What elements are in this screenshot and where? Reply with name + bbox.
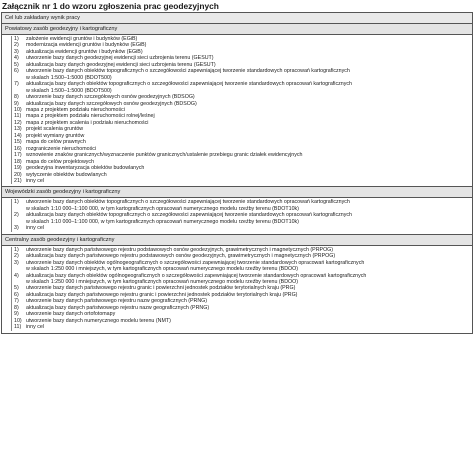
item-number: 5) [14, 285, 19, 292]
item-number: 1) [14, 246, 19, 253]
item-text: aktualizacja bazy danych państwowego rejestru podstawowych osnów geodezyjnych, grawimetrycznych i magnetycznych (PRPOG) [26, 253, 336, 260]
item-number: 11) [14, 113, 22, 120]
item-text: utworzenie bazy danych państwowego rejestru granic i powierzchni jednostek podziałów terytorialnych kraju (PRG) [26, 285, 296, 292]
item-number: 19) [14, 165, 22, 172]
item-text-continuation: w skalach 1:250 000 i mniejszych, w tym kartograficznych opracowań numerycznego modelu rzeźby terenu (BDOO) [26, 278, 299, 285]
item-text: utworzenie bazy danych państwowego rejestru podstawowych osnów geodezyjnych, grawimetrycznych i magnetycznych (PRPOG) [26, 246, 334, 253]
item-text-continuation: w skalach 1:500–1:5000 (BDOT500) [26, 87, 112, 94]
item-number: 7) [14, 298, 19, 305]
item-text-continuation: w skalach 1:10 000–1:100 000, w tym kartograficznych opracowań numerycznego modelu rzeźby terenu (BDOT10k) [26, 205, 299, 212]
item-text: mapa z projektem podziału nieruchomości rolnej/leśnej [26, 113, 155, 120]
item-number: 2) [14, 253, 19, 260]
item-number: 18) [14, 158, 22, 165]
item-number: 3) [14, 225, 19, 232]
item-number: 12) [14, 119, 22, 126]
item-number: 2) [14, 212, 19, 219]
item-text: mapa z projektem scalenia i podziału nieruchomości [26, 119, 149, 126]
item-text: utworzenie bazy danych numerycznego modelu terenu (NMT) [26, 317, 171, 324]
item-text: geodezyjna inwentaryzacja obiektów budowlanych [26, 165, 145, 172]
item-number: 2) [14, 42, 19, 49]
item-number: 9) [14, 100, 19, 107]
list-item [12, 178, 470, 184]
item-text: projekt wymiany gruntów [26, 132, 85, 139]
item-text: aktualizacja bazy danych geodezyjnej ewidencji sieci uzbrojenia terenu (GESUT) [26, 61, 216, 68]
powiatowy-section [2, 24, 472, 184]
item-text: inny cel [26, 324, 44, 331]
item-text: założenie ewidencji gruntów i budynków (EGiB) [26, 36, 138, 42]
item-number: 3) [14, 259, 19, 266]
item-number: 11) [14, 324, 22, 331]
item-text: utworzenie bazy danych państwowego rejestru nazw geograficznych (PRNG) [26, 298, 208, 305]
item-number: 20) [14, 171, 22, 178]
item-text: utworzenie bazy danych obiektów ogólnogeograficznych o szczegółowości zapewniającej tworzenie standardowych opracowań kartograficznych [26, 259, 365, 266]
item-text: utworzenie bazy danych szczegółowych osnów geodezyjnych (BDSOG) [26, 94, 195, 101]
section-header: Powiatowy zasób geodezyjny i kartograficzny [2, 24, 472, 35]
items-list [11, 36, 470, 184]
item-number: 10) [14, 317, 22, 324]
item-number: 5) [14, 61, 19, 68]
item-number: 7) [14, 81, 19, 88]
item-number: 6) [14, 291, 19, 298]
item-number: 4) [14, 55, 19, 62]
item-text: aktualizacja ewidencji gruntów i budynków (EGiB) [26, 48, 143, 55]
item-number: 1) [14, 36, 19, 42]
item-number: 15) [14, 139, 22, 146]
section-header: Centralny zasób geodezyjny i kartograficzny [2, 235, 472, 246]
item-text: utworzenie bazy danych obiektów topograficznych o szczegółowości zapewniającej tworzenie standardowych opracowań kartograficznych [26, 199, 350, 206]
item-text: modernizacja ewidencji gruntów i budynków (EGiB) [26, 42, 147, 49]
item-text-continuation: w skalach 1:500–1:5000 (BDOT500) [26, 74, 112, 81]
item-text: wytyczenie obiektów budowlanych [26, 171, 107, 178]
item-number: 8) [14, 304, 19, 311]
list-item [12, 324, 470, 330]
list-item [12, 225, 470, 231]
items-list [11, 199, 470, 231]
item-text-continuation: w skalach 1:250 000 i mniejszych, w tym kartograficznych opracowań numerycznego modelu rzeźby terenu (BDOO) [26, 266, 299, 273]
item-text: aktualizacja bazy danych państwowego rejestru nazw geograficznych (PRNG) [26, 304, 210, 311]
item-number: 3) [14, 48, 19, 55]
item-number: 17) [14, 152, 22, 159]
item-text: aktualizacja bazy danych państwowego rejestru granic i powierzchni jednostek podziałów terytorialnych kraju (PRG) [26, 291, 298, 298]
item-text: wznowienie znaków granicznych/wyznaczenie punktów granicznych/ustalenie przebiegu granic działek ewidencyjnych [26, 152, 303, 159]
item-number: 6) [14, 68, 19, 75]
sections-container [2, 24, 472, 331]
item-text: inny cel [26, 177, 44, 184]
item-number: 16) [14, 145, 22, 152]
item-text: aktualizacja bazy danych obiektów topograficznych o szczegółowości zapewniającej tworzenie standardowych opracowań kartograficznych [26, 212, 352, 219]
item-text: projekt scalenia gruntów [26, 126, 84, 133]
item-text: aktualizacja bazy danych obiektów ogólnogeograficznych o szczegółowości zapewniającej tworzenie standardowych opracowań kartograficznych [26, 272, 367, 279]
item-number: 14) [14, 132, 22, 139]
purpose-header: Cel lub zakładany wynik pracy [2, 13, 472, 24]
item-number: 13) [14, 126, 22, 133]
item-number: 1) [14, 199, 19, 206]
centralny-section [2, 234, 472, 331]
item-text: aktualizacja bazy danych obiektów topograficznych o szczegółowości zapewniającej tworzenie standardowych opracowań kartograficznych [26, 81, 352, 88]
item-text: utworzenie bazy danych geodezyjnej ewidencji sieci uzbrojenia terenu (GESUT) [26, 55, 214, 62]
items-list [11, 247, 470, 331]
item-number: 21) [14, 177, 22, 184]
wojewodzki-section [2, 186, 472, 231]
item-number: 10) [14, 106, 22, 113]
item-text: aktualizacja bazy danych szczegółowych osnów geodezyjnych (BDSOG) [26, 100, 197, 107]
item-text: inny cel [26, 225, 44, 232]
item-number: 9) [14, 311, 19, 318]
item-number: 8) [14, 94, 19, 101]
document-title: Załącznik nr 1 do wzoru zgłoszenia prac geodezyjnych [2, 1, 219, 11]
item-text: mapa do celów projektowych [26, 158, 95, 165]
item-text-continuation: w skalach 1:10 000–1:100 000, w tym kartograficznych opracowań numerycznego modelu rzeźby terenu (BDOT10k) [26, 218, 299, 225]
item-text: utworzenie bazy danych obiektów topograficznych o szczegółowości zapewniającej tworzenie standardowych opracowań kartograficznych [26, 68, 350, 75]
item-text: utworzenie bazy danych ortofotomapy [26, 311, 116, 318]
item-text: mapa z projektem podziału nieruchomości [26, 106, 125, 113]
item-text: mapa do celów prawnych [26, 139, 86, 146]
form-table [1, 12, 473, 334]
item-text: rozgraniczenie nieruchomości [26, 145, 97, 152]
item-number: 4) [14, 272, 19, 279]
section-header: Wojewódzki zasób geodezyjny i kartograficzny [2, 187, 472, 198]
